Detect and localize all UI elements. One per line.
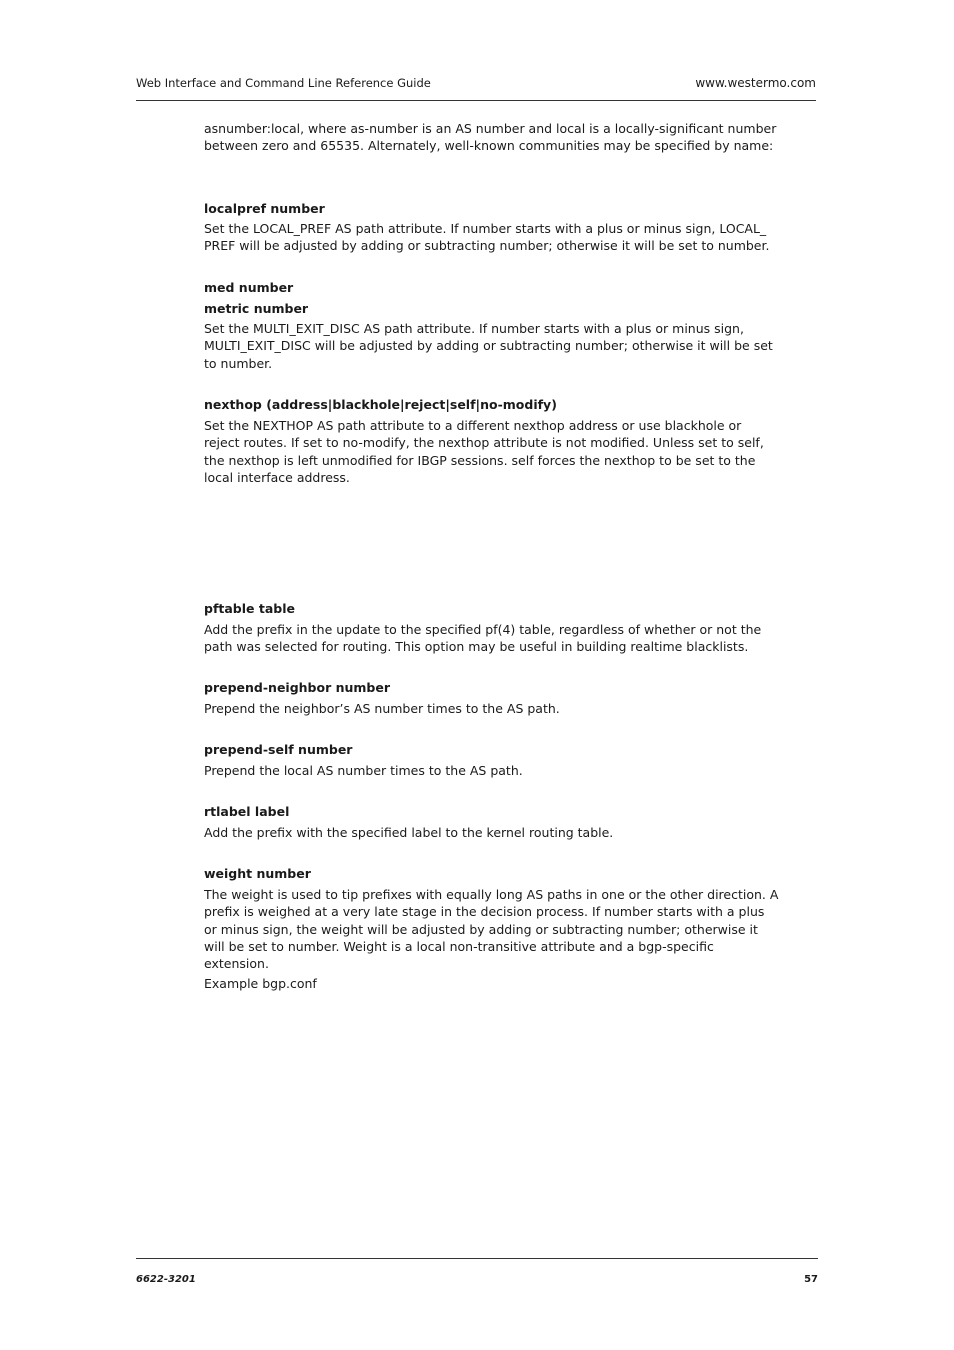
rtlabel-text: Add the prefix with the specified label to the kernel routing table. xyxy=(204,825,614,840)
footer-page-number: 57 xyxy=(804,1274,818,1285)
pftable-heading: pftable table xyxy=(204,601,295,616)
intro-text: asnumber:local, where as-number is an AS number and local is a locally-significant number between zero and 65535. Alternately, well-known communities may be specified by name: xyxy=(204,121,777,154)
nexthop-text: Set the NEXTHOP AS path attribute to a different nexthop address or use blackhole or reject routes. If set to no-modify, the nexthop attribute is not modified. Unless set to self, the nexthop is left unmodified for IBGP sessions. self forces the nexthop to be set to the local interface address. xyxy=(204,418,764,485)
rtlabel-description xyxy=(204,824,779,841)
nexthop-heading: nexthop (address|blackhole|reject|self|no-modify) xyxy=(204,397,557,412)
metric-heading: metric number xyxy=(204,301,309,316)
prepend-neighbor-description xyxy=(204,700,779,717)
intro-paragraph xyxy=(204,120,779,155)
metric-text: Set the MULTI_EXIT_DISC AS path attribute. If number starts with a plus or minus sign, MULTI_EXIT_DISC will be adjusted by adding or subtracting number; otherwise it will be set to number. xyxy=(204,321,773,371)
pftable-description xyxy=(204,621,779,656)
prepend-neighbor-heading: prepend-neighbor number xyxy=(204,680,391,695)
rtlabel-heading: rtlabel label xyxy=(204,804,290,819)
metric-description xyxy=(204,320,779,372)
prepend-self-description xyxy=(204,762,779,779)
weight-example-label: Example bgp.conf xyxy=(204,976,317,992)
weight-text: The weight is used to tip prefixes with equally long AS paths in one or the other direction. A prefix is weighed at a very late stage in the decision process. If number starts with a plus or minus sign, the weight will be adjusted by adding or subtracting number; otherwise it will be set to number. Weight is a local non-transitive attribute and a bgp-specific extension. xyxy=(204,887,779,972)
nexthop-description xyxy=(204,417,779,486)
localpref-description xyxy=(204,220,779,255)
weight-description xyxy=(204,886,779,993)
pftable-text: Add the prefix in the update to the specified pf(4) table, regardless of whether or not the path was selected for routing. This option may be useful in building realtime blacklists. xyxy=(204,622,762,655)
prepend-self-heading: prepend-self number xyxy=(204,742,353,757)
header-title: Web Interface and Command Line Reference Guide xyxy=(136,76,431,90)
prepend-self-text: Prepend the local AS number times to the AS path. xyxy=(204,763,523,778)
header-url: www.westermo.com xyxy=(695,76,816,90)
page-footer xyxy=(136,1258,818,1289)
localpref-heading: localpref number xyxy=(204,201,325,216)
weight-heading: weight number xyxy=(204,866,311,881)
prepend-neighbor-text: Prepend the neighbor’s AS number times to the AS path. xyxy=(204,701,560,716)
localpref-text: Set the LOCAL_PREF AS path attribute. If number starts with a plus or minus sign, LOCAL_ PREF will be adjusted by adding or subtracting number; otherwise it will be set to number. xyxy=(204,221,770,254)
page-header xyxy=(136,76,816,101)
footer-doc-number: 6622-3201 xyxy=(136,1274,196,1285)
med-heading: med number xyxy=(204,280,294,295)
